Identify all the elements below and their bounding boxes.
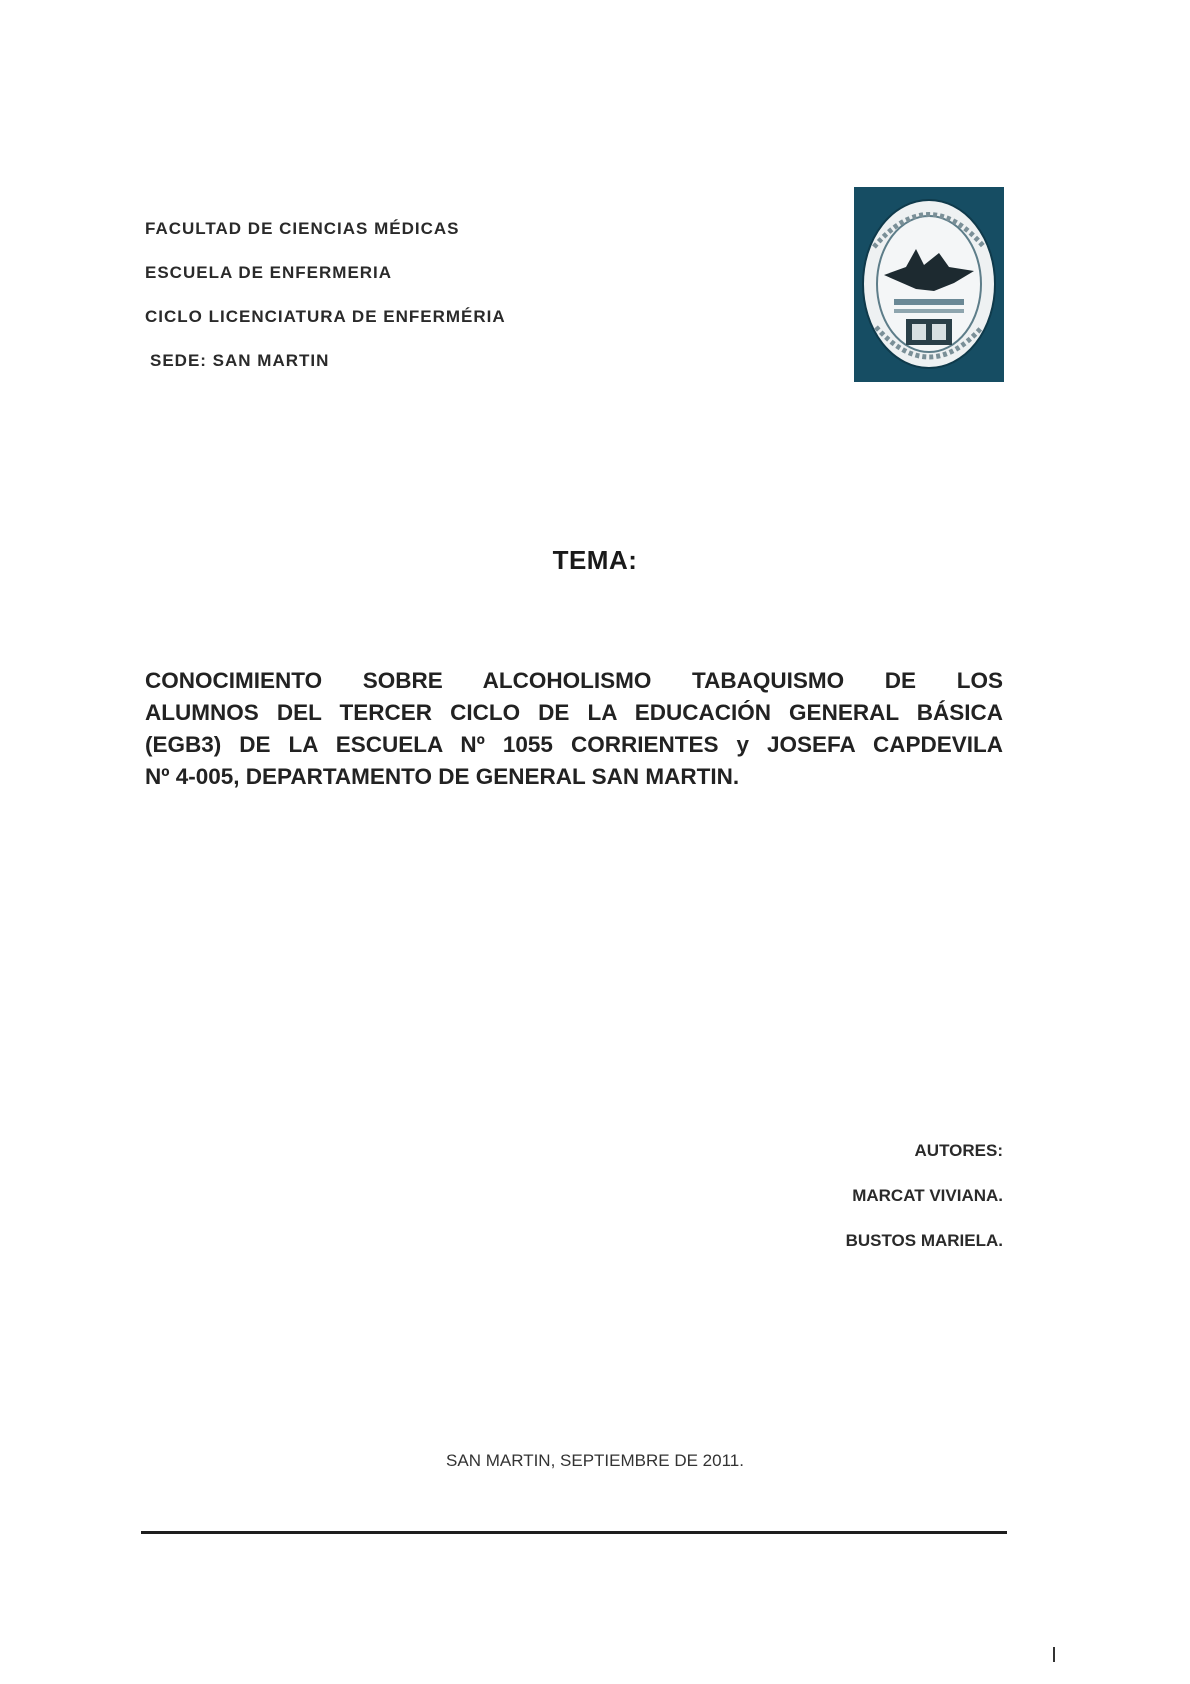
program-name: CICLO LICENCIATURA DE ENFERMÉRIA <box>145 307 506 326</box>
title-line-1: CONOCIMIENTO SOBRE ALCOHOLISMO TABAQUISMO DE LOS <box>145 668 1003 693</box>
title-line-3: (EGB3) DE LA ESCUELA Nº 1055 CORRIENTES y JOSEFA CAPDEVILA <box>145 732 1003 757</box>
footer-divider <box>141 1531 1007 1534</box>
author-name-2: BUSTOS MARIELA. <box>845 1231 1003 1250</box>
thesis-title <box>145 665 1003 793</box>
seal-icon <box>854 187 1004 382</box>
faculty-name: FACULTAD DE CIENCIAS MÉDICAS <box>145 219 460 238</box>
title-line-2: ALUMNOS DEL TERCER CICLO DE LA EDUCACIÓN GENERAL BÁSICA <box>145 700 1003 725</box>
tema-heading: TEMA: <box>552 545 638 575</box>
page-marker <box>1053 1647 1055 1662</box>
authors-section <box>700 1140 1003 1275</box>
title-line-4: Nº 4-005, DEPARTAMENTO DE GENERAL SAN MARTIN. <box>145 764 740 789</box>
authors-label: AUTORES: <box>914 1141 1003 1160</box>
campus-name: SEDE: SAN MARTIN <box>150 351 330 370</box>
place-and-date: SAN MARTIN, SEPTIEMBRE DE 2011. <box>446 1451 744 1470</box>
university-seal-logo <box>854 187 1004 382</box>
school-name: ESCUELA DE ENFERMERIA <box>145 263 393 282</box>
author-name-1: MARCAT VIVIANA. <box>852 1186 1003 1205</box>
institution-header <box>145 218 745 394</box>
